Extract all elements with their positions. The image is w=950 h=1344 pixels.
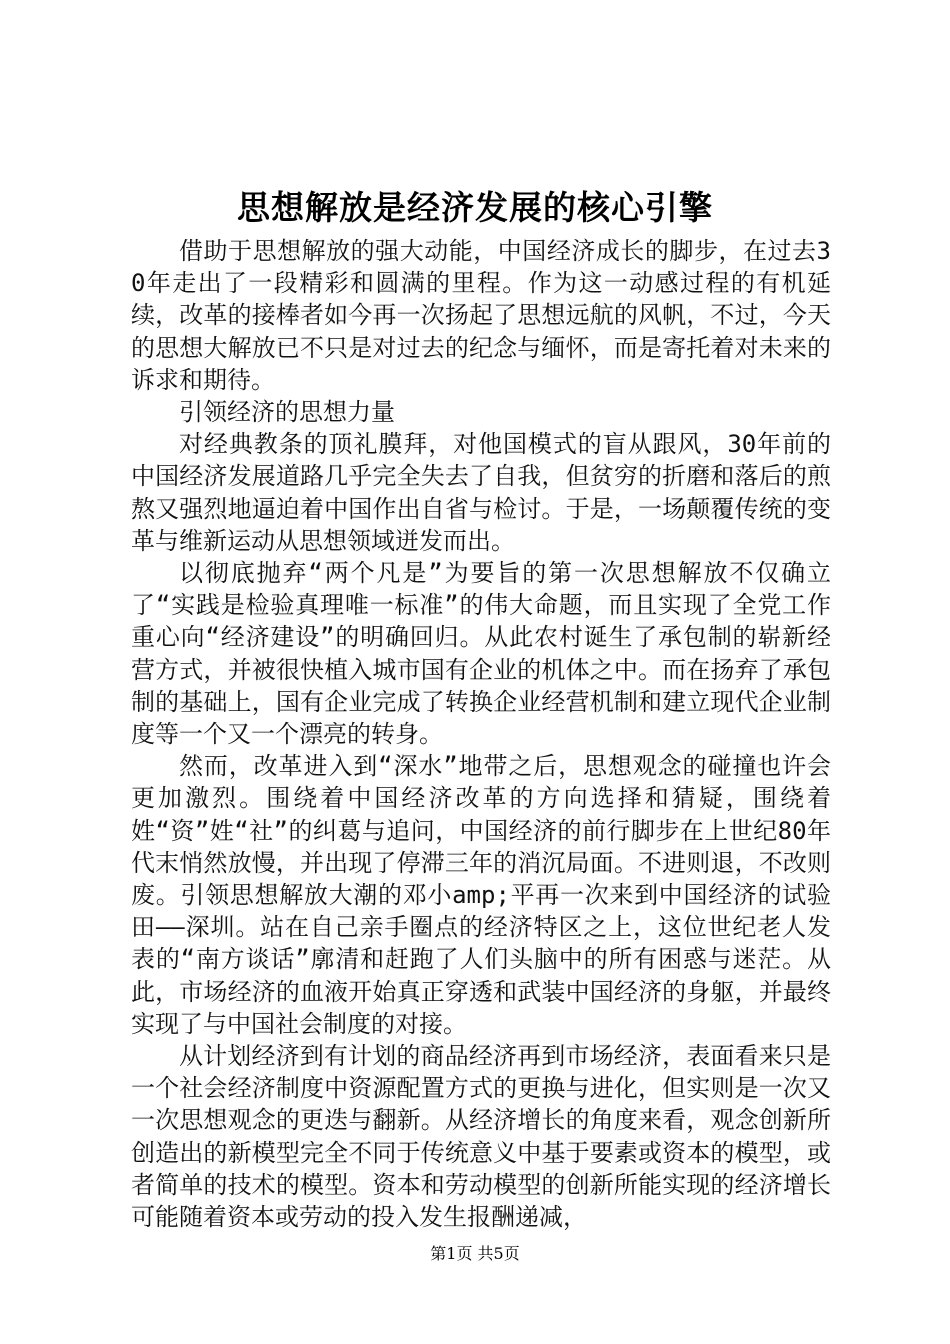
- paragraph-3: 以彻底抛弃“两个凡是”为要旨的第一次思想解放不仅确立了“实践是检验真理唯一标准”的伟大命题，而且实现了全党工作重心向“经济建设”的明确回归。从此农村诞生了承包制的崭新经营方式，并被很快植入城市国有企业的机体之中。而在扬弃了承包制的基础上，国有企业完成了转换企业经营机制和建立现代企业制度等一个又一个漂亮的转身。: [131, 559, 831, 749]
- section-heading: 引领经济的思想力量: [179, 398, 395, 427]
- paragraph-2: 对经典教条的顶礼膜拜，对他国模式的盲从跟风，30年前的中国经济发展道路几乎完全失去了自我，但贫穷的折磨和落后的煎熬又强烈地逼迫着中国作出自省与检讨。于是，一场颠覆传统的变革与维新运动从思想领域迸发而出。: [131, 430, 831, 555]
- paragraph-5: 从计划经济到有计划的商品经济再到市场经济，表面看来只是一个社会经济制度中资源配置方式的更换与进化，但实则是一次又一次思想观念的更迭与翻新。从经济增长的角度来看，观念创新所创造出的新模型完全不同于传统意义中基于要素或资本的模型，或者简单的技术的模型。资本和劳动模型的创新所能实现的经济增长可能随着资本或劳动的投入发生报酬递减，: [131, 1042, 831, 1232]
- paragraph-4: 然而，改革进入到“深水”地带之后，思想观念的碰撞也许会更加激烈。围绕着中国经济改革的方向选择和猜疑，围绕着姓“资”姓“社”的纠葛与追问，中国经济的前行脚步在上世纪80年代末悄然放慢，并出现了停滞三年的消沉局面。不进则退，不改则废。引领思想解放大潮的邓小amp;平再一次来到中国经济的试验田——深圳。站在自己亲手圈点的经济特区之上，这位世纪老人发表的“南方谈话”廓清和赶跑了人们头脑中的所有困惑与迷茫。从此，市场经济的血液开始真正穿透和武装中国经济的身躯，并最终实现了与中国社会制度的对接。: [131, 752, 831, 1038]
- paragraph-1: 借助于思想解放的强大动能，中国经济成长的脚步，在过去30年走出了一段精彩和圆满的里程。作为这一动感过程的有机延续，改革的接棒者如今再一次扬起了思想远航的风帆，不过，今天的思想大解放已不只是对过去的纪念与缅怀，而是寄托着对未来的诉求和期待。: [131, 237, 831, 394]
- page-number-footer: 第1页 共5页: [430, 1244, 520, 1263]
- document-title: 思想解放是经济发展的核心引擎: [237, 188, 713, 227]
- document-body: [131, 235, 831, 1233]
